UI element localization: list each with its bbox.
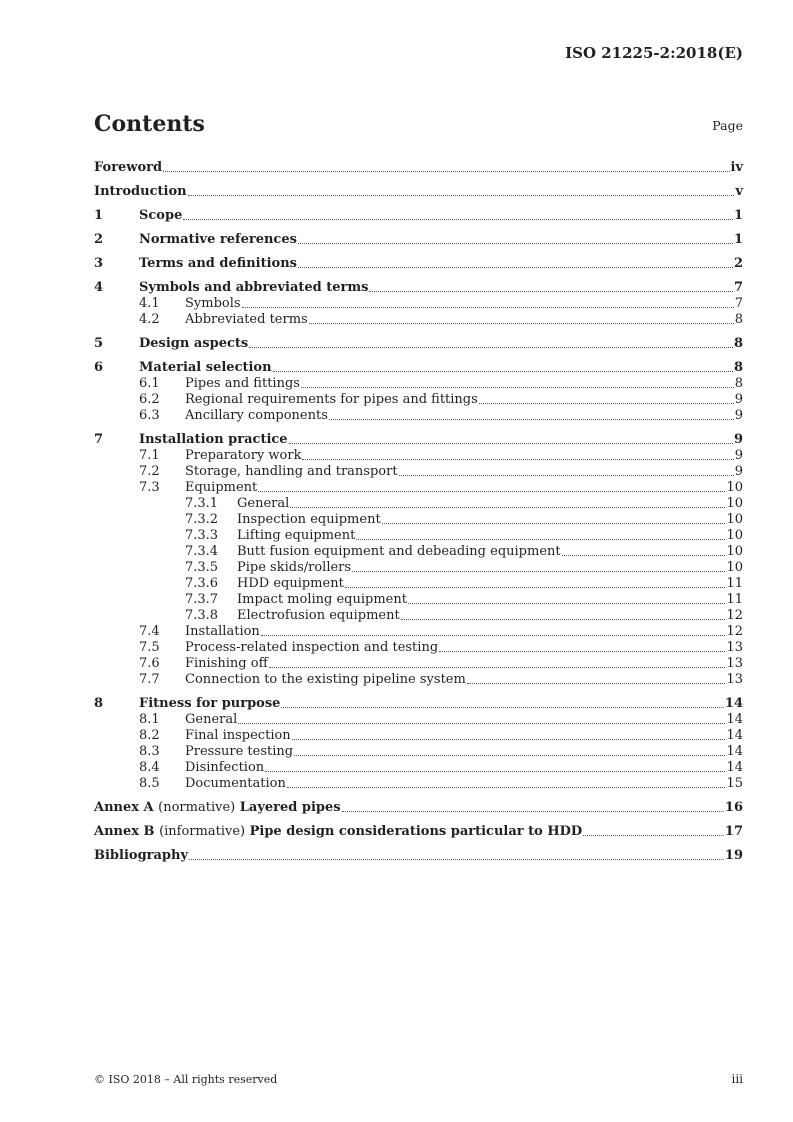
toc-leader xyxy=(298,243,733,244)
toc-leader xyxy=(249,347,733,348)
toc-page: 1 xyxy=(733,232,743,247)
toc-title: Connection to the existing pipeline system xyxy=(185,672,466,687)
toc-number: 7 xyxy=(94,432,104,447)
page-number: iii xyxy=(731,1072,743,1086)
toc-title: Pipe skids/rollers xyxy=(237,560,352,575)
toc-page: 8 xyxy=(734,312,743,327)
toc-entry-8-1[interactable] xyxy=(94,712,743,728)
toc-number: 7.3.5 xyxy=(185,560,219,575)
toc-title: Scope xyxy=(139,208,183,223)
toc-page: 10 xyxy=(726,496,743,511)
toc-number: 4 xyxy=(94,280,104,295)
toc-title: Lifting equipment xyxy=(237,528,356,543)
toc-page: 1 xyxy=(733,208,743,223)
toc-title: HDD equipment xyxy=(237,576,344,591)
toc-leader xyxy=(583,835,724,836)
toc-entry-1[interactable] xyxy=(94,200,743,224)
toc-leader xyxy=(269,667,726,668)
toc-number: 3 xyxy=(94,256,104,271)
toc-page: 14 xyxy=(726,760,743,775)
toc-page: 7 xyxy=(733,280,743,295)
toc-leader xyxy=(273,371,733,372)
document-id: ISO 21225-2:2018(E) xyxy=(565,44,743,62)
toc-page: 8 xyxy=(733,360,743,375)
toc-leader xyxy=(292,739,726,740)
toc-entry-7-3-7[interactable] xyxy=(94,592,743,608)
toc-page: 9 xyxy=(734,392,743,407)
toc-entry-7-3[interactable] xyxy=(94,480,743,496)
annex-label: Annex B xyxy=(94,824,155,839)
toc-leader xyxy=(309,323,734,324)
toc-entry-7[interactable] xyxy=(94,424,743,448)
toc-page: 12 xyxy=(726,624,743,639)
toc-leader xyxy=(562,555,726,556)
toc-entry-3[interactable] xyxy=(94,248,743,272)
toc-leader xyxy=(281,707,723,708)
toc-entry-5[interactable] xyxy=(94,328,743,352)
toc-title: Fitness for purpose xyxy=(139,696,281,711)
toc-entry-6-2[interactable] xyxy=(94,392,743,408)
toc-entry-7-3-8[interactable] xyxy=(94,608,743,624)
toc-title: Material selection xyxy=(139,360,272,375)
toc-title: Process-related inspection and testing xyxy=(185,640,439,655)
toc-title: Layered pipes xyxy=(239,800,341,815)
toc-leader xyxy=(298,267,733,268)
toc-page: 9 xyxy=(733,432,743,447)
toc-title: Regional requirements for pipes and fittings xyxy=(185,392,478,407)
toc-number: 8.2 xyxy=(139,728,160,743)
toc-number: 6.1 xyxy=(139,376,160,391)
toc-leader xyxy=(439,651,725,652)
toc-title: Ancillary components xyxy=(185,408,328,423)
toc-title: Impact moling equipment xyxy=(237,592,407,607)
toc-page: 9 xyxy=(734,464,743,479)
toc-number: 1 xyxy=(94,208,104,223)
toc-number: 8.1 xyxy=(139,712,160,727)
toc-leader xyxy=(401,619,726,620)
toc-page: 10 xyxy=(726,560,743,575)
toc-entry-8-2[interactable] xyxy=(94,728,743,744)
toc-page: 9 xyxy=(734,448,743,463)
toc-page: v xyxy=(735,184,743,199)
toc-page: 11 xyxy=(726,576,743,591)
toc-entry-7-7[interactable] xyxy=(94,672,743,688)
toc-number: 6.3 xyxy=(139,408,160,423)
toc-leader xyxy=(258,491,725,492)
toc-title: Inspection equipment xyxy=(237,512,381,527)
toc-title: Final inspection xyxy=(185,728,291,743)
toc-page: 12 xyxy=(726,608,743,623)
toc-leader xyxy=(301,387,734,388)
toc-entry-7-3-6[interactable] xyxy=(94,576,743,592)
toc-leader xyxy=(399,475,734,476)
toc-number: 7.2 xyxy=(139,464,160,479)
toc-number: 8.5 xyxy=(139,776,160,791)
toc-title: Normative references xyxy=(139,232,297,247)
toc-page: 14 xyxy=(726,712,743,727)
toc-number: 7.3 xyxy=(139,480,160,495)
toc-number: 7.3.1 xyxy=(185,496,219,511)
toc-number: 8 xyxy=(94,696,104,711)
toc-leader xyxy=(356,539,725,540)
toc-title: General xyxy=(185,712,238,727)
toc-page: 10 xyxy=(726,512,743,527)
toc-entry-4-2[interactable] xyxy=(94,312,743,328)
toc-leader xyxy=(302,459,733,460)
toc-page: 8 xyxy=(733,336,743,351)
toc-title: Electrofusion equipment xyxy=(237,608,400,623)
toc-title: Finishing off xyxy=(185,656,268,671)
toc-page: 2 xyxy=(733,256,743,271)
toc-entry-7-3-5[interactable] xyxy=(94,560,743,576)
toc-entry-6-3[interactable] xyxy=(94,408,743,424)
toc-leader xyxy=(382,523,726,524)
toc-title: Pressure testing xyxy=(185,744,294,759)
page-column-label: Page xyxy=(712,118,743,133)
toc-title: Terms and definitions xyxy=(139,256,297,271)
toc-entry-8[interactable] xyxy=(94,688,743,712)
toc-leader xyxy=(183,219,733,220)
toc-page: 14 xyxy=(724,696,743,711)
toc-number: 8.3 xyxy=(139,744,160,759)
toc-number: 7.3.6 xyxy=(185,576,219,591)
toc-leader xyxy=(188,195,735,196)
toc-number: 7.4 xyxy=(139,624,160,639)
toc-title: General xyxy=(237,496,290,511)
toc-page: 14 xyxy=(726,728,743,743)
toc-number: 4.2 xyxy=(139,312,160,327)
toc-title: Design aspects xyxy=(139,336,249,351)
toc-title: Symbols and abbreviated terms xyxy=(139,280,369,295)
toc-leader xyxy=(163,171,729,172)
toc-entry-6[interactable] xyxy=(94,352,743,376)
toc-title: Disinfection xyxy=(185,760,265,775)
toc-entry-introduction[interactable] xyxy=(94,176,743,200)
toc-number: 7.3.8 xyxy=(185,608,219,623)
toc-page: 7 xyxy=(734,296,743,311)
toc-leader xyxy=(289,443,733,444)
toc-number: 4.1 xyxy=(139,296,160,311)
toc-title: Installation practice xyxy=(139,432,288,447)
toc-number: 7.7 xyxy=(139,672,160,687)
toc-title: Preparatory work xyxy=(185,448,302,463)
toc-leader xyxy=(294,755,725,756)
toc-number: 8.4 xyxy=(139,760,160,775)
toc-page: 10 xyxy=(726,544,743,559)
toc-page: 11 xyxy=(726,592,743,607)
toc-number: 6 xyxy=(94,360,104,375)
toc-entry-7-3-3[interactable] xyxy=(94,528,743,544)
copyright-notice: © ISO 2018 – All rights reserved xyxy=(94,1073,278,1086)
toc-page: 8 xyxy=(734,376,743,391)
toc-number: 7.5 xyxy=(139,640,160,655)
toc-entry-7-6[interactable] xyxy=(94,656,743,672)
toc-number: 5 xyxy=(94,336,104,351)
toc-title: Bibliography xyxy=(94,848,189,863)
toc-entry-7-3-4[interactable] xyxy=(94,544,743,560)
toc-number: 7.3.4 xyxy=(185,544,219,559)
page-title: Contents xyxy=(94,111,205,137)
toc-leader xyxy=(238,723,725,724)
toc-number: 7.3.2 xyxy=(185,512,219,527)
toc-page: 10 xyxy=(726,480,743,495)
toc-entry-7-4[interactable] xyxy=(94,624,743,640)
toc-leader xyxy=(189,859,724,860)
toc-leader xyxy=(408,603,726,604)
toc-title: Storage, handling and transport xyxy=(185,464,398,479)
toc-title: Introduction xyxy=(94,184,187,199)
toc-page: 13 xyxy=(726,640,743,655)
toc-entry-annex-b[interactable] xyxy=(94,816,743,840)
toc-number: 2 xyxy=(94,232,104,247)
toc-entry-6-1[interactable] xyxy=(94,376,743,392)
toc-leader xyxy=(287,787,726,788)
toc-entry-7-2[interactable] xyxy=(94,464,743,480)
toc-title: Foreword xyxy=(94,160,163,175)
toc-title: Installation xyxy=(185,624,260,639)
annex-label: Annex A xyxy=(94,800,154,815)
toc-leader xyxy=(265,771,725,772)
toc-title: Butt fusion equipment and debeading equipment xyxy=(237,544,561,559)
toc-title: Pipe design considerations particular to HDD xyxy=(249,824,583,839)
toc-number: 7.3.3 xyxy=(185,528,219,543)
toc-page: 13 xyxy=(726,656,743,671)
toc-number: 6.2 xyxy=(139,392,160,407)
toc-page: 19 xyxy=(724,848,743,863)
annex-kind: (normative) xyxy=(158,800,236,815)
annex-kind: (informative) xyxy=(159,824,246,839)
toc-entry-bibliography[interactable] xyxy=(94,840,743,864)
toc-page: 13 xyxy=(726,672,743,687)
toc-leader xyxy=(479,403,734,404)
toc-page: 10 xyxy=(726,528,743,543)
toc-entry-2[interactable] xyxy=(94,224,743,248)
toc-entry-annex-a[interactable] xyxy=(94,792,743,816)
toc-leader xyxy=(467,683,726,684)
table-of-contents xyxy=(94,152,743,864)
toc-page: 14 xyxy=(726,744,743,759)
toc-entry-4-1[interactable] xyxy=(94,296,743,312)
toc-leader xyxy=(290,507,725,508)
toc-page: 16 xyxy=(724,800,743,815)
toc-title: Pipes and fittings xyxy=(185,376,300,391)
toc-page: iv xyxy=(730,160,743,175)
toc-entry-foreword[interactable] xyxy=(94,152,743,176)
toc-number: 7.1 xyxy=(139,448,160,463)
toc-entry-7-5[interactable] xyxy=(94,640,743,656)
toc-title: Abbreviated terms xyxy=(185,312,308,327)
toc-entry-7-1[interactable] xyxy=(94,448,743,464)
toc-page: 9 xyxy=(734,408,743,423)
toc-leader xyxy=(261,635,726,636)
toc-leader xyxy=(369,291,732,292)
toc-title: Symbols xyxy=(185,296,241,311)
toc-title: Documentation xyxy=(185,776,286,791)
toc-entry-4[interactable] xyxy=(94,272,743,296)
toc-title: Equipment xyxy=(185,480,258,495)
toc-entry-7-3-1[interactable] xyxy=(94,496,743,512)
toc-entry-8-3[interactable] xyxy=(94,744,743,760)
toc-number: 7.6 xyxy=(139,656,160,671)
toc-entry-8-4[interactable] xyxy=(94,760,743,776)
toc-leader xyxy=(329,419,734,420)
toc-entry-7-3-2[interactable] xyxy=(94,512,743,528)
toc-leader xyxy=(352,571,725,572)
toc-number: 7.3.7 xyxy=(185,592,219,607)
toc-page: 17 xyxy=(724,824,743,839)
toc-entry-8-5[interactable] xyxy=(94,776,743,792)
toc-leader xyxy=(342,811,724,812)
toc-leader xyxy=(345,587,726,588)
toc-leader xyxy=(242,307,734,308)
toc-page: 15 xyxy=(726,776,743,791)
